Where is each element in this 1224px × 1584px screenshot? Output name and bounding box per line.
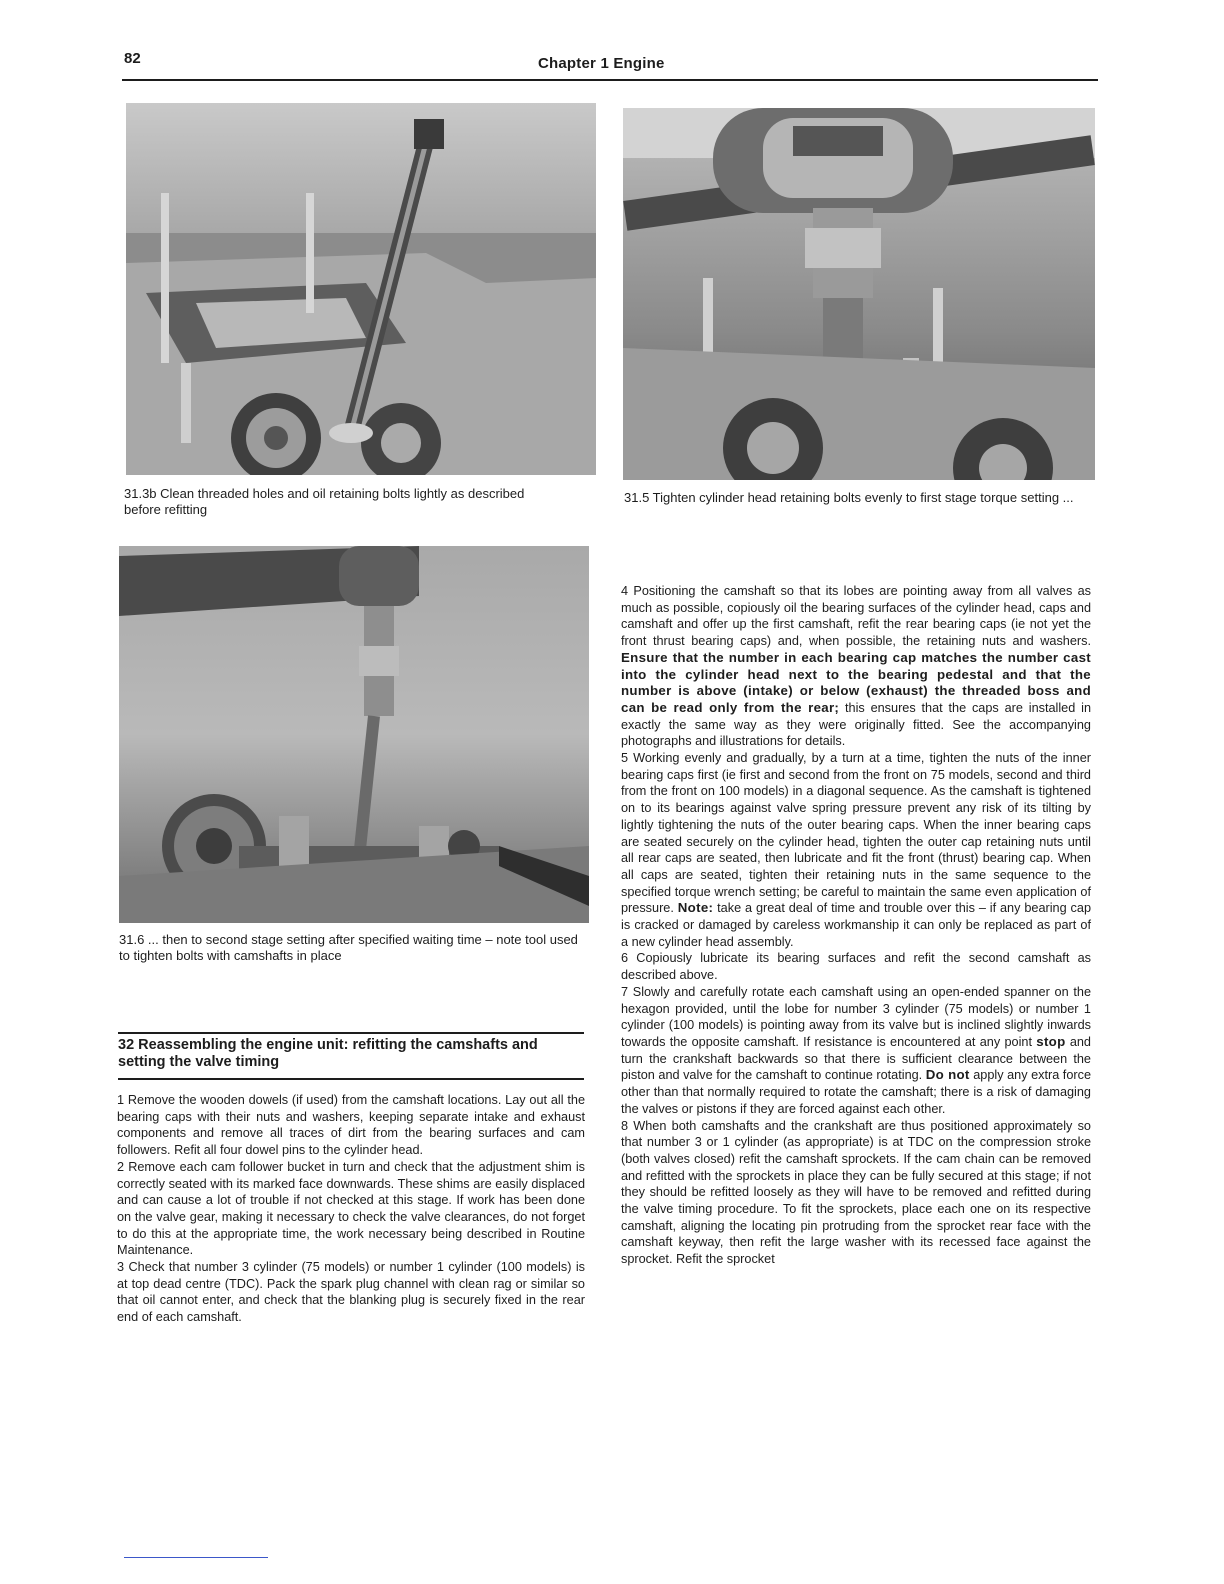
caption-31-3b: 31.3b Clean threaded holes and oil retaining bolts lightly as described before refitting	[124, 486, 525, 517]
paragraph-4-text-c: this ensures that the caps are installed in exactly the same way as they were originally fitted. See the accompanying photographs and illustrations for details.	[621, 700, 1091, 749]
left-text-column	[117, 1092, 585, 1326]
paragraph-7-stop: stop	[1036, 1033, 1066, 1049]
paragraph-7-text-a: 7 Slowly and carefully rotate each camshaft using an open-ended spanner on the hexagon provided, until the lobe for number 3 cylinder (75 models) or number 1 cylinder (100 models) is pointing away from its valve but is inclined slightly inwards towards the opposite camshaft. If resistance is encountered at any point	[621, 984, 1091, 1049]
section-top-rule	[118, 1032, 584, 1034]
caption-31-6: 31.6 ... then to second stage setting after specified waiting time – note tool used to tighten bolts with camshafts in place	[119, 932, 578, 963]
paragraph-5-note-label: Note:	[677, 900, 714, 916]
header-rule	[122, 79, 1098, 81]
section-heading: 32 Reassembling the engine unit: refitting the camshafts and setting the valve timing	[118, 1037, 538, 1070]
section-bottom-rule	[118, 1078, 584, 1080]
paragraph-5	[621, 750, 1091, 950]
page-number: 82	[124, 50, 141, 67]
torque-wrench-photo-icon	[623, 108, 1095, 480]
paragraph-5-text-a: 5 Working evenly and gradually, by a turn at a time, tighten the nuts of the inner bearing caps first (ie first and second from the front on 75 models, second and third from the front on 100 models) in a diagonal sequence. As the camshaft is tightened on to its bearings against valve spring pressure prevent any risk of its tilting by lightly tightening the nuts of the outer bearing caps. When the inner bearing caps are seated securely on the cylinder head, tighten the outer cap retaining nuts until all rear caps are seated, then lubricate and fit the front (thrust) bearing cap. When all caps are seated, tighten their retaining nuts in the same sequence to the specified torque wrench setting; be careful to maintain the same even application of pressure.	[621, 751, 1091, 916]
paragraph-3: 3 Check that number 3 cylinder (75 models) or number 1 cylinder (100 models) is at top dead centre (TDC). Pack the spark plug channel with clean rag or similar so that oil cannot enter, and check that the blanking plug is securely fixed in the rear end of each camshaft.	[117, 1260, 585, 1325]
paragraph-7-text-b: and turn the crankshaft backwards so that there is sufficient clearance between the piston and valve for the camshaft to continue rotating.	[621, 1034, 1091, 1083]
paragraph-6: 6 Copiously lubricate its bearing surfaces and refit the second camshaft as described above.	[621, 951, 1091, 983]
caption-31-5: 31.5 Tighten cylinder head retaining bolts evenly to first stage torque setting ...	[624, 490, 1074, 505]
cylinder-head-photo-icon	[126, 103, 596, 475]
footer-line	[124, 1557, 268, 1558]
paragraph-5-text-b: take a great deal of time and trouble over this – if any bearing cap is cracked or damaged by careless workmanship it can only be replaced as part of a new cylinder head assembly.	[621, 901, 1091, 949]
paragraph-4	[621, 583, 1091, 750]
paragraph-2: 2 Remove each cam follower bucket in turn and check that the adjustment shim is correctly seated with its marked face downwards. These shims are easily displaced and can cause a lot of trouble if not checked at this stage. If work has been done on the valve gear, making it necessary to check the valve clearances, do not forget to do this at the appropriate time, the work necessary being described in Routine Maintenance.	[117, 1159, 585, 1258]
right-text-column	[621, 583, 1091, 1268]
camshaft-sprocket-photo-icon	[119, 546, 589, 923]
photo-31-3b	[126, 103, 596, 475]
chapter-title: Chapter 1 Engine	[538, 55, 665, 72]
paragraph-1: 1 Remove the wooden dowels (if used) from the camshaft locations. Lay out all the bearing caps with their nuts and washers, keeping separate intake and exhaust components and remove all traces of dirt from the bearing surfaces and cam followers. Refit all four dowel pins to the cylinder head.	[117, 1093, 585, 1158]
paragraph-7-do-not: Do not	[925, 1067, 970, 1083]
paragraph-7	[621, 984, 1091, 1118]
photo-31-5	[623, 108, 1095, 480]
paragraph-8: 8 When both camshafts and the crankshaft are thus positioned approximately so that number 3 or 1 cylinder (as appropriate) is at TDC on the compression stroke (both valves closed) refit the camshaft sprockets. If the cam chain can be removed and refitted with the sprockets in place they can be fully secured at this stage; if not they should be refitted loosely as they will have to be removed and refitted during the valve timing procedure. To fit the sprockets, place each one on its respective camshaft, aligning the locating pin protruding from the sprocket rear face with the camshaft keyway, then refit the large washer with its recessed face against the sprocket. Refit the sprocket	[621, 1118, 1091, 1267]
paragraph-4-text-a: 4 Positioning the camshaft so that its lobes are pointing away from all valves as much as possible, copiously oil the bearing surfaces of the cylinder head, caps and camshaft and offer up the first camshaft, refit the rear bearing caps (ie not yet the front thrust bearing caps) and, when possible, the retaining nuts and washers.	[621, 584, 1091, 649]
paragraph-4-bold-warning: Ensure that the number in each bearing cap matches the number cast into the cylinder head next to the bearing pedestal and that the number is above (intake) or below (exhaust) the threaded boss and can be read only from the rear;	[621, 649, 1091, 715]
paragraph-7-text-c: apply any extra force other than that normally required to rotate the camshaft; there is a risk of damaging the valves or pistons if they are forced against each other.	[621, 1068, 1092, 1116]
photo-31-6	[119, 546, 589, 923]
